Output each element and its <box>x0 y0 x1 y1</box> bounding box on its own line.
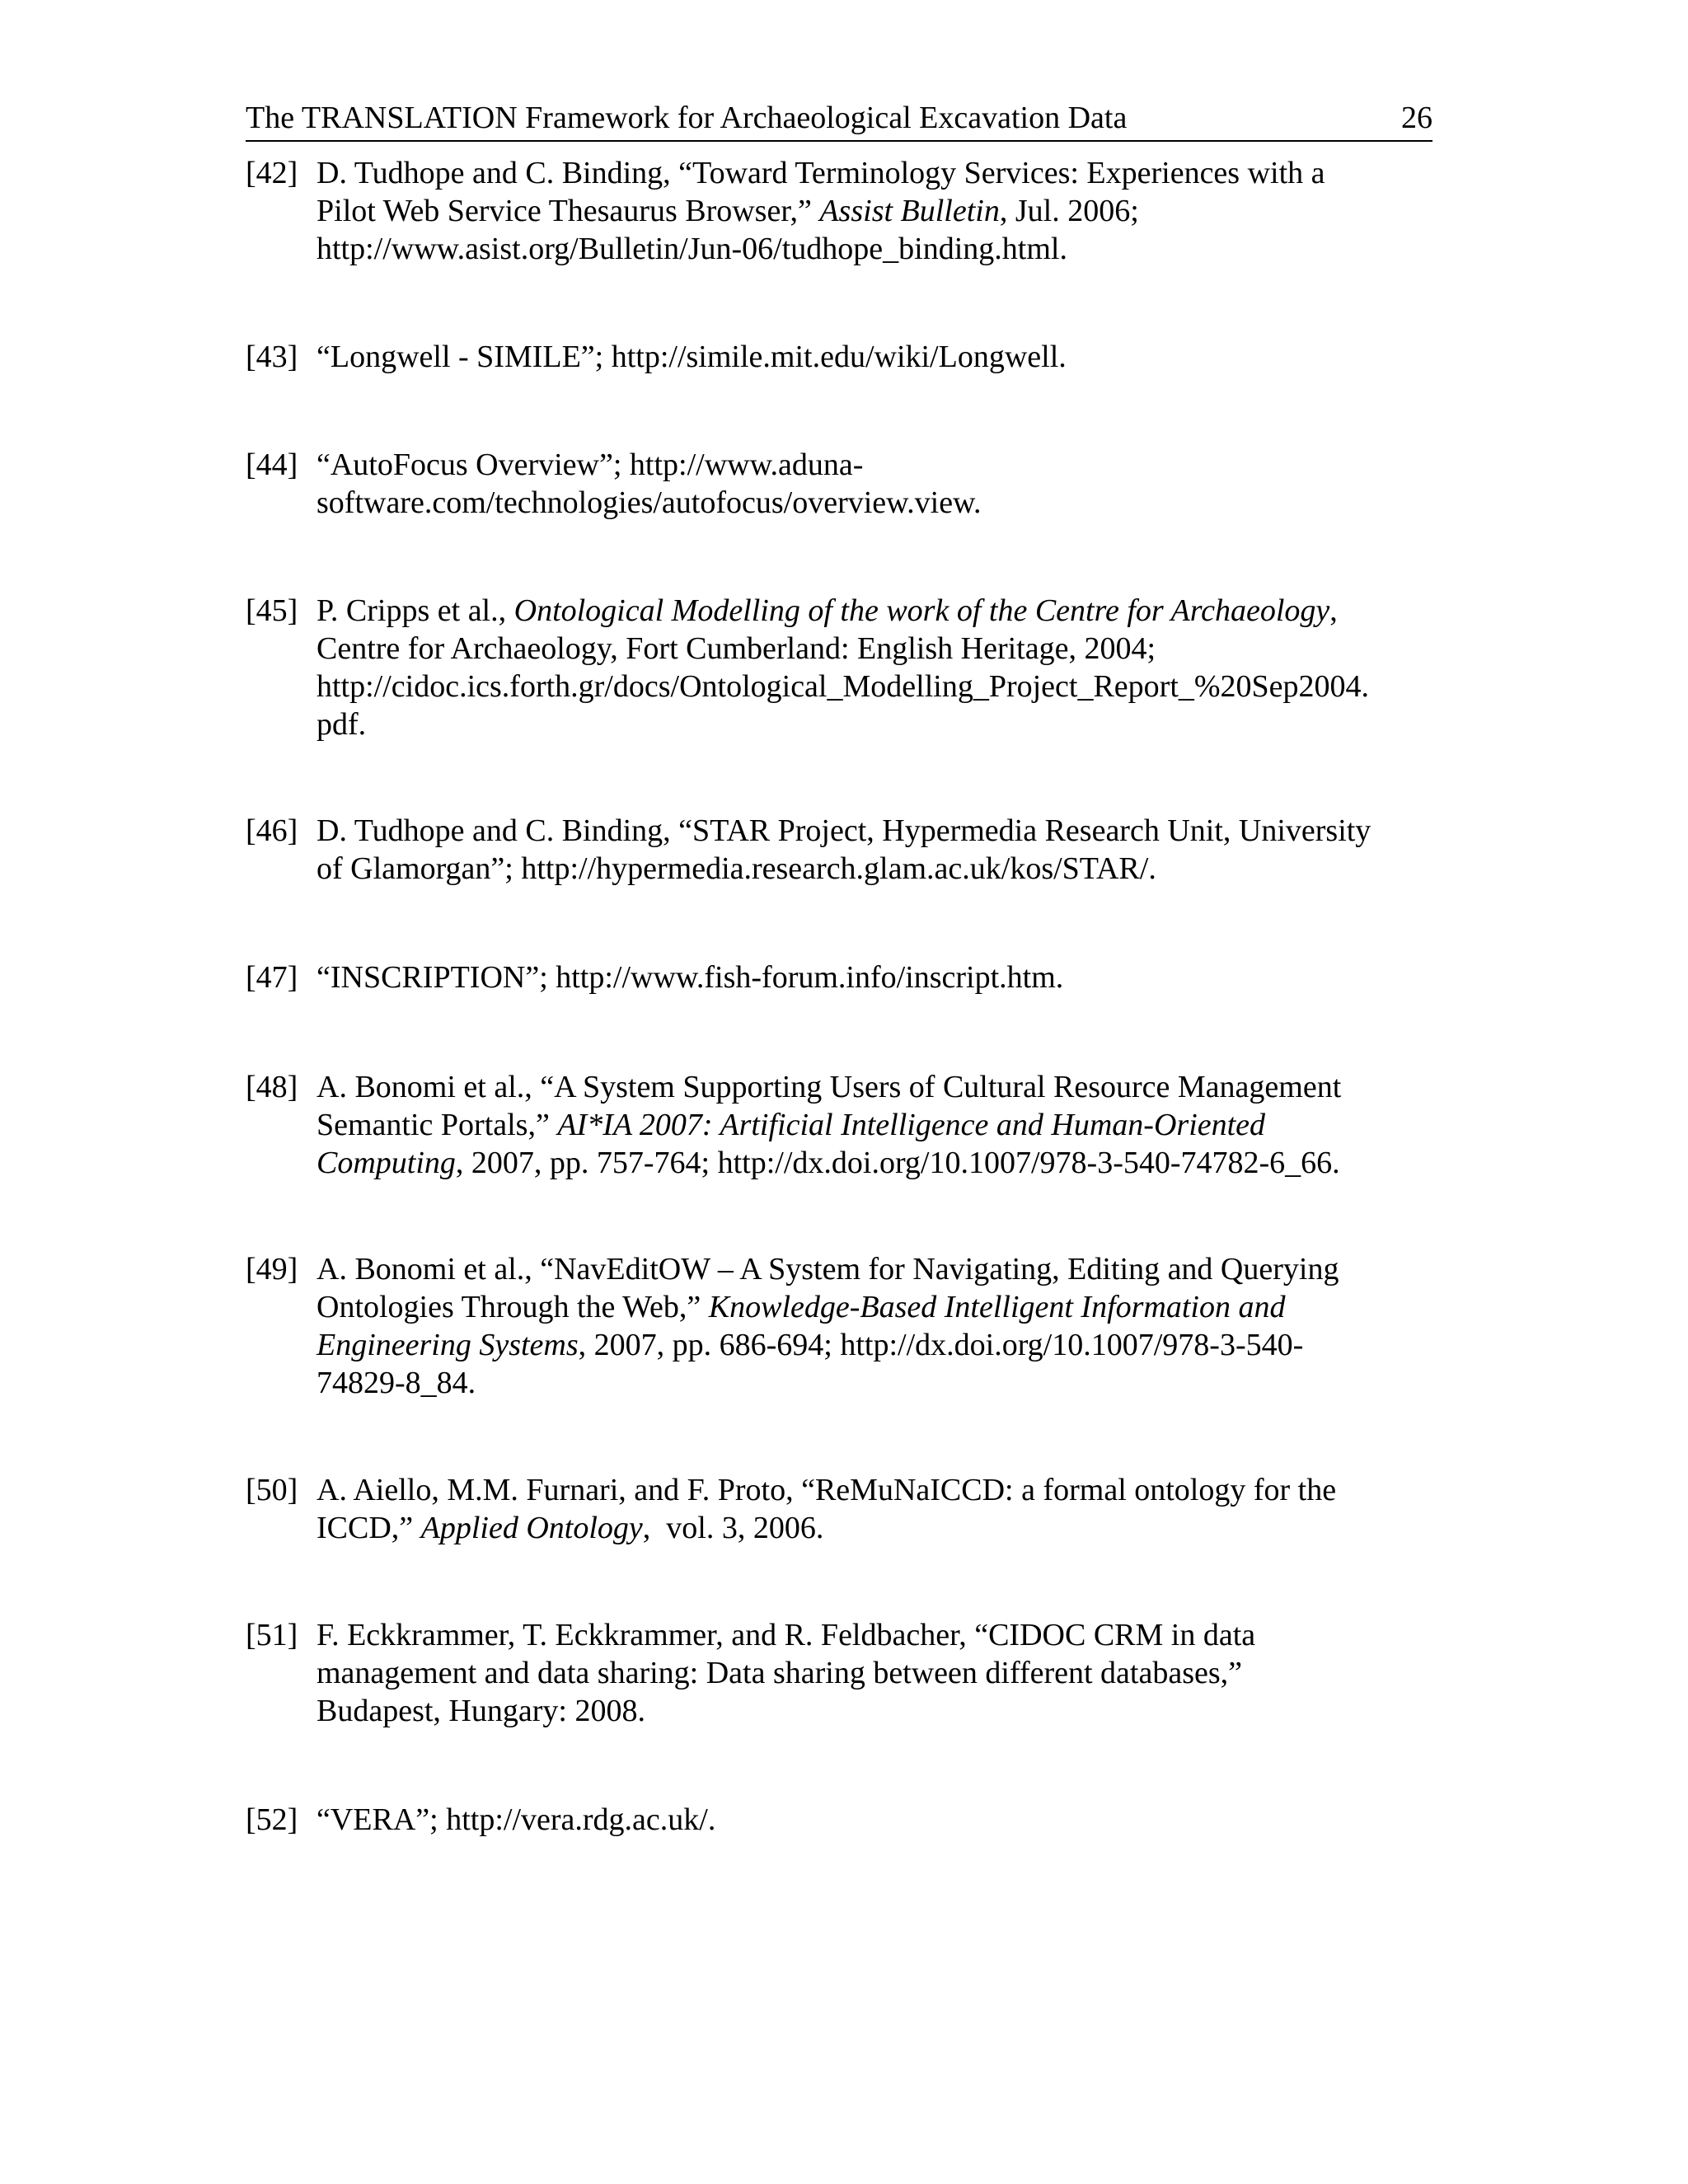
reference-run: management and data sharing: Data sharing between different databases,” <box>316 1656 1243 1690</box>
reference-text <box>316 446 1449 522</box>
reference-text <box>316 1801 1449 1839</box>
reference-line <box>316 1144 1449 1182</box>
reference-line <box>316 446 1449 484</box>
reference-line <box>316 958 1449 996</box>
reference-line <box>316 1654 1449 1692</box>
reference-entry <box>246 812 1449 888</box>
reference-text <box>316 1616 1449 1730</box>
reference-number: [50] <box>246 1473 298 1507</box>
reference-run: A. Bonomi et al., “NavEditOW – A System for Navigating, Editing and Querying <box>316 1252 1339 1286</box>
reference-entry <box>246 958 1449 996</box>
reference-line <box>316 630 1449 668</box>
reference-run: pdf. <box>316 707 367 742</box>
reference-number: [43] <box>246 340 298 374</box>
reference-line <box>316 1616 1449 1654</box>
reference-run: D. Tudhope and C. Binding, “Toward Terminology Services: Experiences with a <box>316 156 1325 190</box>
reference-line <box>316 1250 1449 1288</box>
reference-number: [42] <box>246 156 298 190</box>
reference-run: D. Tudhope and C. Binding, “STAR Project, Hypermedia Research Unit, University <box>316 813 1372 848</box>
reference-line <box>316 192 1449 230</box>
reference-entry <box>246 1471 1449 1547</box>
reference-line <box>316 338 1449 376</box>
reference-entry <box>246 154 1449 268</box>
reference-line <box>316 1106 1449 1144</box>
reference-run: http://www.asist.org/Bulletin/Jun-06/tudhope_binding.html. <box>316 232 1067 266</box>
reference-text <box>316 1250 1449 1402</box>
reference-number: [45] <box>246 593 298 628</box>
reference-run: http://cidoc.ics.forth.gr/docs/Ontological_Modelling_Project_Report_%20Sep2004. <box>316 669 1370 704</box>
reference-text <box>316 338 1449 376</box>
reference-run: Centre for Archaeology, Fort Cumberland: English Heritage, 2004; <box>316 631 1156 666</box>
reference-text <box>316 1471 1449 1547</box>
reference-italic-run: Knowledge-Based Intelligent Information and <box>708 1290 1286 1324</box>
reference-run: “VERA”; http://vera.rdg.ac.uk/. <box>316 1802 716 1837</box>
reference-run: A. Aiello, M.M. Furnari, and F. Proto, “ReMuNaICCD: a formal ontology for the <box>316 1473 1337 1507</box>
reference-entry <box>246 1068 1449 1182</box>
reference-italic-run: Applied Ontology <box>420 1511 643 1545</box>
reference-line <box>316 1692 1449 1730</box>
reference-run: F. Eckkrammer, T. Eckkrammer, and R. Feldbacher, “CIDOC CRM in data <box>316 1618 1256 1652</box>
reference-number: [52] <box>246 1802 298 1837</box>
reference-run: , Jul. 2006; <box>999 194 1139 228</box>
reference-text <box>316 812 1449 888</box>
reference-line <box>316 592 1449 630</box>
reference-run: Pilot Web Service Thesaurus Browser,” <box>316 194 820 228</box>
reference-line <box>316 1288 1449 1326</box>
reference-entry <box>246 1616 1449 1730</box>
reference-run: “Longwell - SIMILE”; http://simile.mit.edu/wiki/Longwell. <box>316 340 1067 374</box>
reference-number: [49] <box>246 1252 298 1286</box>
reference-line <box>316 668 1449 705</box>
running-title: The TRANSLATION Framework for Archaeological Excavation Data <box>246 101 1128 135</box>
reference-run: , 2007, pp. 757-764; http://dx.doi.org/10.1007/978-3-540-74782-6_66. <box>455 1146 1340 1180</box>
reference-run: software.com/technologies/autofocus/overview.view. <box>316 485 982 520</box>
reference-text <box>316 1068 1449 1182</box>
reference-run: “INSCRIPTION”; http://www.fish-forum.info/inscript.htm. <box>316 960 1064 995</box>
reference-run: ICCD,” <box>316 1511 421 1545</box>
reference-number: [51] <box>246 1618 298 1652</box>
running-header <box>246 97 1432 142</box>
reference-line <box>316 705 1449 743</box>
reference-text <box>316 958 1449 996</box>
reference-run: 74829-8_84. <box>316 1366 476 1400</box>
reference-entry <box>246 446 1449 522</box>
reference-line <box>316 1801 1449 1839</box>
reference-run: Budapest, Hungary: 2008. <box>316 1694 645 1728</box>
reference-line <box>316 812 1449 850</box>
reference-number: [47] <box>246 960 298 995</box>
reference-run: , <box>1329 593 1338 628</box>
reference-run: , 2007, pp. 686-694; http://dx.doi.org/10.1007/978-3-540- <box>578 1328 1304 1362</box>
reference-run: A. Bonomi et al., “A System Supporting Users of Cultural Resource Management <box>316 1070 1342 1104</box>
reference-number: [46] <box>246 813 298 848</box>
reference-run: P. Cripps et al., <box>316 593 514 628</box>
reference-line <box>316 484 1449 522</box>
reference-entry <box>246 338 1449 376</box>
reference-italic-run: Computing <box>316 1146 456 1180</box>
reference-entry <box>246 1801 1449 1839</box>
reference-line <box>316 1326 1449 1364</box>
reference-italic-run: Engineering Systems <box>316 1328 579 1362</box>
reference-entry <box>246 1250 1449 1402</box>
reference-italic-run: AI*IA 2007: Artificial Intelligence and Human-Oriented <box>557 1108 1266 1142</box>
reference-line <box>316 850 1449 888</box>
reference-text <box>316 592 1449 743</box>
reference-italic-run: Ontological Modelling of the work of the Centre for Archaeology <box>513 593 1330 628</box>
reference-line <box>316 1068 1449 1106</box>
reference-entry <box>246 592 1449 743</box>
reference-run: “AutoFocus Overview”; http://www.aduna- <box>316 448 864 482</box>
reference-number: [48] <box>246 1070 298 1104</box>
reference-text <box>316 154 1449 268</box>
reference-run: Ontologies Through the Web,” <box>316 1290 709 1324</box>
reference-run: of Glamorgan”; http://hypermedia.research.glam.ac.uk/kos/STAR/. <box>316 851 1156 886</box>
reference-line <box>316 1509 1449 1547</box>
reference-run: , vol. 3, 2006. <box>642 1511 824 1545</box>
page-number: 26 <box>1401 101 1432 135</box>
reference-italic-run: Assist Bulletin <box>819 194 1000 228</box>
reference-line <box>316 230 1449 268</box>
reference-number: [44] <box>246 448 298 482</box>
reference-line <box>316 1471 1449 1509</box>
reference-line <box>316 154 1449 192</box>
reference-line <box>316 1364 1449 1402</box>
reference-run: Semantic Portals,” <box>316 1108 558 1142</box>
